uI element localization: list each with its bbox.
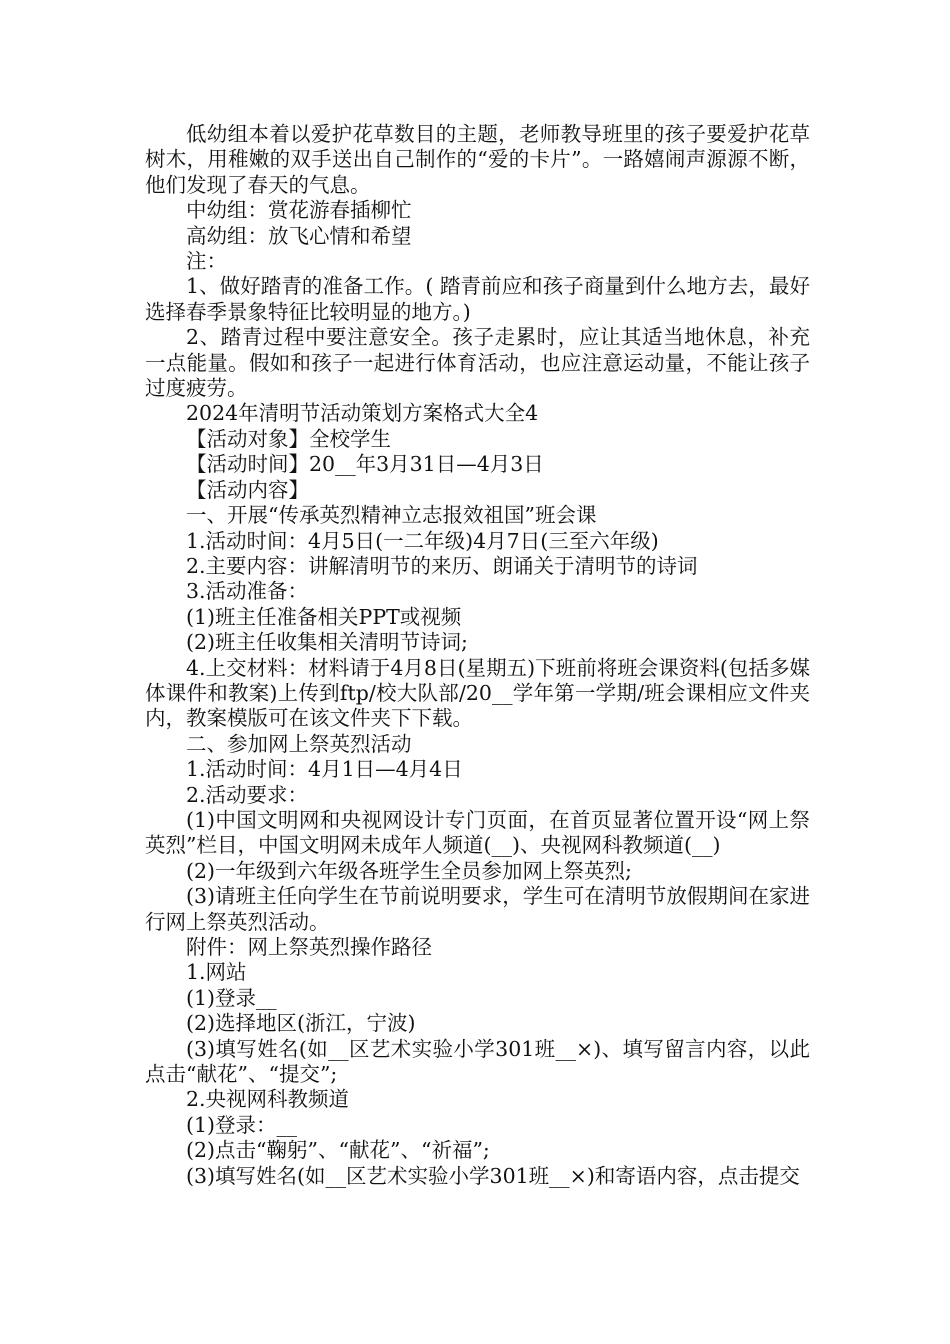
paragraph-appendix-website: 1.网站 [186, 960, 247, 985]
paragraph-cctv-step-1: (1)登录：__ [186, 1112, 298, 1137]
document-body [145, 122, 810, 1189]
paragraph-content-label: 【活动内容】 [186, 477, 309, 502]
paragraph-note-label: 注： [186, 249, 227, 274]
paragraph-part-2-req: 2.活动要求： [186, 782, 309, 807]
paragraph-part-2-time: 1.活动时间：4月1日—4月4日 [186, 757, 463, 782]
paragraph-part-1-heading: 一、开展“传承英烈精神立志报效祖国”班会课 [186, 503, 597, 528]
paragraph-target: 【活动对象】全校学生 [186, 426, 391, 451]
paragraph-appendix-title: 附件：网上祭英烈操作路径 [186, 935, 432, 959]
paragraph-website-step-1: (1)登录__ [186, 985, 277, 1010]
paragraph-low-group: 低幼组本着以爱护花草数目的主题，老师教导班里的孩子要爱护花草树木，用稚嫩的双手送出自己制作的“爱的卡片”。一路嬉闹声源源不断，他们发现了春天的气息。 [145, 122, 810, 197]
paragraph-part-2-req-1: (1)中国文明网和央视网设计专门页面，在首页显著位置开设“网上祭英烈”栏目，中国文明网未成年人频道(__)、央视网科教频道(__) [145, 807, 810, 858]
paragraph-mid-group: 中幼组：赏花游春插柳忙 [186, 198, 412, 223]
paragraph-part-1-time: 1.活动时间：4月5日(一二年级)4月7日(三至六年级) [186, 528, 659, 553]
paragraph-part-1-prep-2: (2)班主任收集相关清明节诗词; [186, 630, 468, 655]
paragraph-cctv-step-3: (3)填写姓名(如__区艺术实验小学301班__×)和寄语内容，点击提交 [186, 1163, 800, 1188]
paragraph-time: 【活动时间】20__年3月31日—4月3日 [186, 452, 544, 477]
paragraph-note-1: 1、做好踏青的准备工作。( 踏青前应和孩子商量到什么地方去，最好选择春季景象特征比较明显的地方。) [145, 274, 810, 324]
paragraph-part-2-heading: 二、参加网上祭英烈活动 [186, 731, 412, 756]
paragraph-cctv-step-2: (2)点击“鞠躬”、“献花”、“祈福”; [186, 1138, 490, 1163]
paragraph-part-1-content: 2.主要内容：讲解清明节的来历、朗诵关于清明节的诗词 [186, 553, 698, 578]
paragraph-part-1-prep-1: (1)班主任准备相关PPT或视频 [186, 604, 462, 629]
paragraph-part-2-req-2: (2)一年级到六年级各班学生全员参加网上祭英烈; [186, 858, 632, 883]
paragraph-part-2-req-3: (3)请班主任向学生在节前说明要求，学生可在清明节放假期间在家进行网上祭英烈活动。 [145, 884, 810, 934]
paragraph-part-1-prep: 3.活动准备： [186, 579, 309, 604]
section-title: 2024年清明节活动策划方案格式大全4 [186, 401, 539, 426]
paragraph-part-1-submit: 4.上交材料：材料请于4月8日(星期五)下班前将班会课资料(包括多媒体课件和教案)上传到ftp/校大队部/20__学年第一学期/班会课相应文件夹内，教案模版可在该文件夹下下载。 [145, 655, 810, 731]
paragraph-note-2: 2、踏青过程中要注意安全。孩子走累时，应让其适当地休息，补充一点能量。假如和孩子一起进行体育活动，也应注意运动量，不能让孩子过度疲劳。 [145, 325, 810, 401]
paragraph-website-step-3: (3)填写姓名(如__区艺术实验小学301班__×)、填写留言内容，以此点击“献花”、“提交”; [145, 1036, 810, 1087]
paragraph-high-group: 高幼组：放飞心情和希望 [186, 223, 412, 248]
paragraph-website-step-2: (2)选择地区(浙江，宁波) [186, 1011, 416, 1036]
paragraph-appendix-cctv: 2.央视网科教频道 [186, 1087, 350, 1112]
